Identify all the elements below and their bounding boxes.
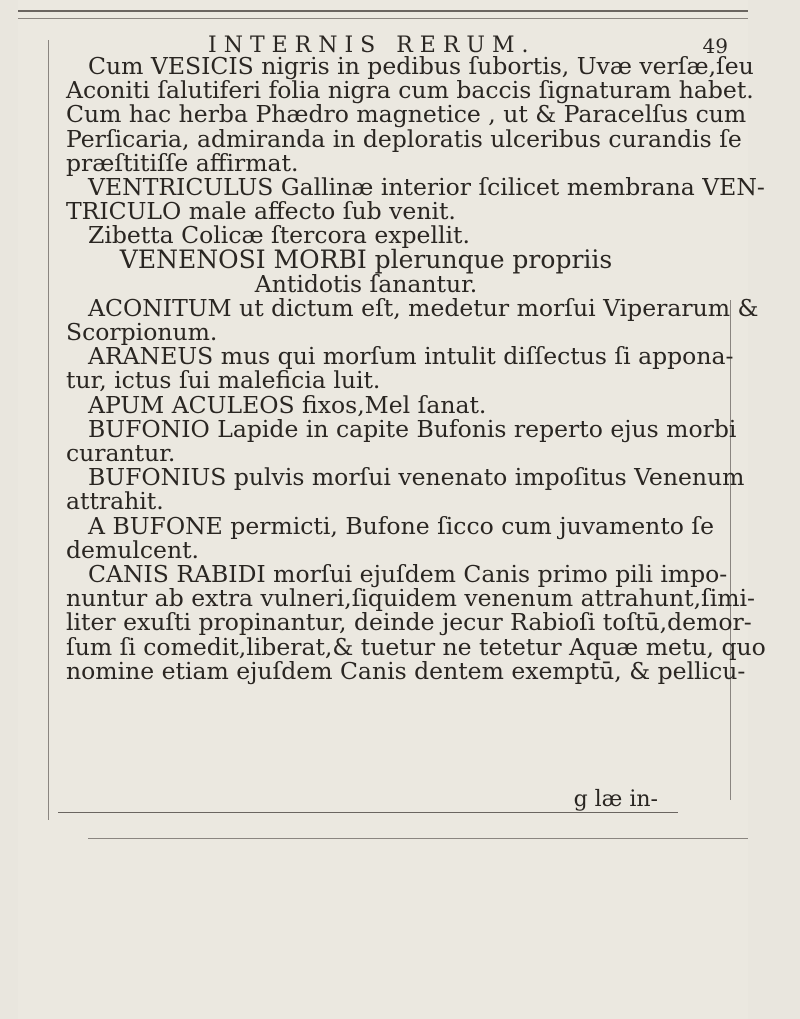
text-line: Zibetta Colicæ ſtercora expellit. xyxy=(88,221,470,250)
text-line: curantur. xyxy=(66,439,176,467)
text-line: TRICULO male affecto ſub venit. xyxy=(66,197,456,226)
page-number: 49 xyxy=(702,34,728,58)
left-margin-rule xyxy=(48,40,51,820)
text-line: liter exuſti propinantur, deinde jecur Rabioſi toſtū,demor- xyxy=(66,608,752,637)
page-edge-rule xyxy=(88,838,748,841)
text-line: tur, ictus ſui maleficia luit. xyxy=(66,366,381,395)
text-line: VENTRICULUS Gallinæ interior ſcilicet membrana VEN- xyxy=(88,172,765,201)
catchword: g læ in- xyxy=(573,787,658,812)
text-line: præſtitiſſe affirmat. xyxy=(66,148,299,177)
running-head: INTERNIS RERUM. xyxy=(208,33,536,58)
text-line: demulcent. xyxy=(66,535,200,564)
text-line: Scorpionum. xyxy=(66,318,218,347)
book-page xyxy=(18,0,766,1019)
text-line: nomine etiam ejuſdem Canis dentem exemptū, & pellicu- xyxy=(66,656,746,685)
text-line: Aconiti ſalutiferi folia nigra cum baccis ſignaturam habet. xyxy=(66,76,754,105)
section-heading: VENENOSI MORBI plerunque propriis xyxy=(119,244,613,274)
text-line: Perſicaria, admiranda in deploratis ulceribus curandis ſe xyxy=(66,124,742,153)
section-heading-continuation: Antidotis ſanantur. xyxy=(254,269,478,298)
body-text xyxy=(66,52,766,844)
right-margin-rule xyxy=(730,300,733,800)
text-line: ARANEUS mus qui morſum intulit diſſectus ſi appona- xyxy=(88,342,734,371)
text-line: ſum ſi comedit,liberat,& tuetur ne tetetur Aquæ metu, quo xyxy=(66,632,766,661)
text-line: nuntur ab extra vulneri,ſiquidem venenum attrahunt,ſimi- xyxy=(66,584,755,613)
text-line: APUM ACULEOS fixos,Mel ſanat. xyxy=(88,390,487,419)
text-line: attrahit. xyxy=(66,487,164,516)
header-rule xyxy=(18,10,748,19)
footer-rule xyxy=(58,812,678,815)
text-line: ACONITUM ut dictum eſt, medetur morſui Viperarum & xyxy=(88,293,759,322)
text-line: BUFONIO Lapide in capite Bufonis reperto ejus morbi xyxy=(88,414,737,443)
text-line: CANIS RABIDI morſui ejuſdem Canis primo pili impo- xyxy=(88,559,728,588)
text-line: Cum hac herba Phædro magnetice , ut & Paracelſus cum xyxy=(66,100,747,129)
text-line: A BUFONE permicti, Bufone ſicco cum juvamento ſe xyxy=(88,511,714,540)
text-line: BUFONIUS pulvis morſui venenato impoſitus Venenum xyxy=(88,463,745,492)
text-line: Cum VESICIS nigris in pedibus ſubortis, Uvæ verſæ,ſeu xyxy=(88,52,754,80)
